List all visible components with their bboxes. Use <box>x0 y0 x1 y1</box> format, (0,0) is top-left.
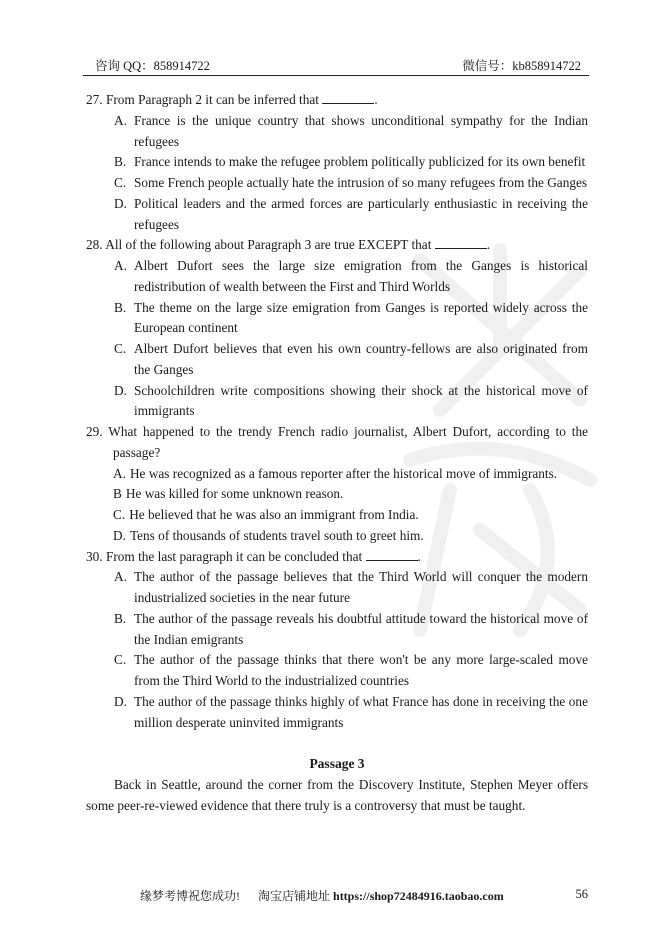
option-letter: D. <box>114 693 127 709</box>
option-text: He believed that he was also an immigrant from India. <box>129 507 419 522</box>
question-text: What happened to the trendy French radio journalist, Albert Dufort, according to the passage? <box>108 424 588 460</box>
question-stem: 30. From the last paragraph it can be concluded that . <box>86 548 421 564</box>
header-qq-contact: 咨询 QQ：858914722 <box>95 59 210 73</box>
footer-shop <box>258 887 504 904</box>
question-stem: 28. All of the following about Paragraph 3 are true EXCEPT that . <box>86 237 491 253</box>
option-c <box>114 650 588 692</box>
option-text: Albert Dufort sees the large size emigration from the Ganges is historical redistribution of wealth between the First and Third Worlds <box>134 258 588 294</box>
question-number: 28. <box>86 237 103 253</box>
option-a <box>113 464 588 485</box>
passage-title: Passage 3 <box>309 756 365 772</box>
option-letter: C. <box>113 507 126 522</box>
option-letter: B <box>113 486 122 502</box>
option-text: The author of the passage believes that the Third World will conquer the modern industrialized societies in the near future <box>134 569 588 605</box>
question-number: 29. <box>86 424 103 439</box>
option-text: He was killed for some unknown reason. <box>125 486 344 502</box>
option-text: Political leaders and the armed forces are particularly enthusiastic in receiving the refugees <box>134 195 588 232</box>
question-text: From the last paragraph it can be concluded that <box>105 548 363 564</box>
option-text: He was recognized as a famous reporter after the historical move of immigrants. <box>129 465 558 481</box>
option-b <box>114 298 588 340</box>
option-d <box>114 692 588 734</box>
option-text: The author of the passage thinks that there won't be any more large-scaled move from the Third World to the industrialized countries <box>134 652 588 688</box>
option-c <box>113 505 588 526</box>
option-letter: B. <box>114 610 127 626</box>
option-b <box>113 484 588 505</box>
option-c <box>114 339 588 381</box>
option-letter: A. <box>114 112 127 128</box>
option-a <box>114 256 588 298</box>
option-letter: B. <box>114 299 127 315</box>
option-text: Tens of thousands of students travel south to greet him. <box>129 527 424 543</box>
option-text: France intends to make the refugee problem politically publicized for its own benefit <box>134 154 586 170</box>
option-b <box>114 609 588 651</box>
option-a <box>114 567 588 609</box>
option-letter: D. <box>113 527 126 543</box>
option-text: The theme on the large size emigration from Ganges is reported widely across the European continent <box>134 299 588 336</box>
option-b <box>114 152 588 173</box>
option-letter: A. <box>114 569 127 585</box>
header-wechat-contact: 微信号：kb858914722 <box>462 59 581 73</box>
option-letter: C. <box>114 175 127 190</box>
page-header <box>83 55 589 76</box>
option-text: Some French people actually hate the intrusion of so many refugees from the Ganges <box>134 175 588 190</box>
question-stem <box>86 422 588 464</box>
answer-blank <box>322 92 374 104</box>
question-number: 30. <box>86 548 103 564</box>
option-a <box>114 111 588 153</box>
answer-blank <box>435 237 487 249</box>
option-text: Schoolchildren write compositions showing their shock at the historical move of immigrants <box>134 382 588 419</box>
option-d <box>114 194 588 236</box>
option-letter: D. <box>114 382 127 398</box>
footer-slogan: 缘梦考博祝您成功! <box>140 889 240 903</box>
footer-shop-link[interactable]: https://shop72484916.taobao.com <box>333 889 504 903</box>
question-30 <box>86 547 588 734</box>
option-letter: A. <box>113 465 126 481</box>
option-letter: A. <box>114 258 127 273</box>
option-letter: B. <box>114 154 127 170</box>
question-number: 27. <box>86 92 103 107</box>
option-letter: C. <box>114 652 127 668</box>
answer-blank <box>366 549 418 561</box>
footer-shop-label: 淘宝店铺地址 <box>258 889 331 903</box>
question-28 <box>86 235 588 422</box>
option-text: The author of the passage thinks highly of what France has done in receiving the one million desperate uninvited immigrants <box>134 693 588 730</box>
option-c <box>114 173 588 194</box>
question-29 <box>86 422 588 547</box>
question-stem: 27. From Paragraph 2 it can be inferred that . <box>86 92 378 107</box>
question-27 <box>86 90 588 235</box>
option-letter: D. <box>114 195 127 211</box>
option-text: France is the unique country that shows unconditional sympathy for the Indian refugees <box>134 112 588 149</box>
option-text: Albert Dufort believes that even his own country-fellows are also originated from the Ganges <box>134 341 588 377</box>
option-d <box>114 381 588 423</box>
question-text: All of the following about Paragraph 3 are true EXCEPT that <box>105 237 432 253</box>
question-text: From Paragraph 2 it can be inferred that <box>105 92 319 107</box>
option-letter: C. <box>114 341 127 356</box>
option-d <box>113 526 588 547</box>
passage-paragraph: Back in Seattle, around the corner from the Discovery Institute, Stephen Meyer offers some peer-re-viewed evidence that there truly is a controversy that must be taught. <box>86 777 588 813</box>
page-number: 56 <box>575 887 588 901</box>
document-body <box>86 90 588 817</box>
option-text: The author of the passage reveals his doubtful attitude toward the historical move of the Indian emigrants <box>134 610 588 647</box>
